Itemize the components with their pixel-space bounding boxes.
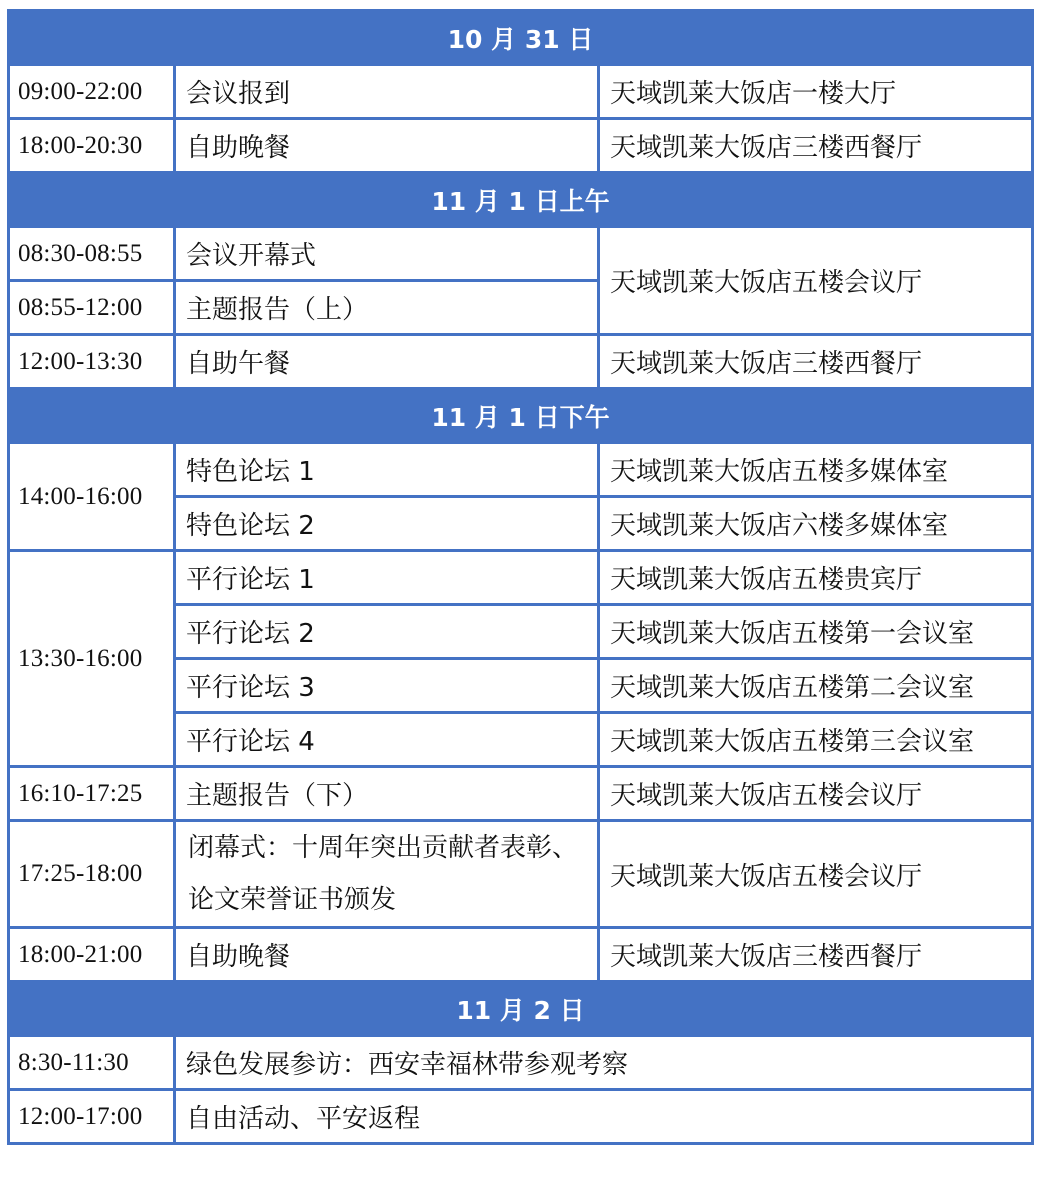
event-cell: 平行论坛 4 [175, 713, 599, 767]
event-cell: 闭幕式：十周年突出贡献者表彰、论文荣誉证书颁发 [175, 821, 599, 928]
location-cell: 天域凯莱大饭店五楼第二会议室 [599, 659, 1033, 713]
event-cell: 主题报告（上） [175, 281, 599, 335]
location-cell: 天域凯莱大饭店五楼会议厅 [599, 227, 1033, 335]
time-cell: 08:55-12:00 [9, 281, 175, 335]
day-header: 10 月 31 日 [9, 11, 1033, 65]
table-row [9, 335, 1033, 389]
table-row [9, 551, 1033, 605]
table-row [9, 1090, 1033, 1144]
time-cell: 12:00-17:00 [9, 1090, 175, 1144]
time-cell: 09:00-22:00 [9, 65, 175, 119]
event-cell: 特色论坛 2 [175, 497, 599, 551]
location-cell: 天域凯莱大饭店五楼贵宾厅 [599, 551, 1033, 605]
time-cell: 18:00-20:30 [9, 119, 175, 173]
location-cell: 天域凯莱大饭店三楼西餐厅 [599, 119, 1033, 173]
schedule-table [7, 9, 1034, 1145]
event-cell: 主题报告（下） [175, 767, 599, 821]
table-row [9, 119, 1033, 173]
day-header-row [9, 389, 1033, 443]
location-cell: 天域凯莱大饭店五楼会议厅 [599, 767, 1033, 821]
event-cell: 自助晚餐 [175, 928, 599, 982]
day-header-row [9, 173, 1033, 227]
location-cell: 天域凯莱大饭店六楼多媒体室 [599, 497, 1033, 551]
time-cell: 12:00-13:30 [9, 335, 175, 389]
event-cell: 会议报到 [175, 65, 599, 119]
event-cell: 会议开幕式 [175, 227, 599, 281]
location-cell: 天域凯莱大饭店五楼会议厅 [599, 821, 1033, 928]
event-cell: 自由活动、平安返程 [175, 1090, 1033, 1144]
event-cell: 平行论坛 1 [175, 551, 599, 605]
day-header: 11 月 2 日 [9, 982, 1033, 1036]
time-cell: 08:30-08:55 [9, 227, 175, 281]
event-cell: 自助午餐 [175, 335, 599, 389]
day-header: 11 月 1 日下午 [9, 389, 1033, 443]
location-cell: 天域凯莱大饭店五楼第三会议室 [599, 713, 1033, 767]
location-cell: 天域凯莱大饭店三楼西餐厅 [599, 928, 1033, 982]
location-cell: 天域凯莱大饭店五楼第一会议室 [599, 605, 1033, 659]
event-cell: 平行论坛 2 [175, 605, 599, 659]
day-header-row [9, 11, 1033, 65]
time-cell: 8:30-11:30 [9, 1036, 175, 1090]
table-row [9, 443, 1033, 497]
location-cell: 天域凯莱大饭店三楼西餐厅 [599, 335, 1033, 389]
table-row [9, 928, 1033, 982]
day-header: 11 月 1 日上午 [9, 173, 1033, 227]
event-cell: 绿色发展参访：西安幸福林带参观考察 [175, 1036, 1033, 1090]
event-cell: 平行论坛 3 [175, 659, 599, 713]
location-cell: 天域凯莱大饭店一楼大厅 [599, 65, 1033, 119]
table-row [9, 227, 1033, 281]
time-cell: 17:25-18:00 [9, 821, 175, 928]
table-row [9, 1036, 1033, 1090]
table-row [9, 65, 1033, 119]
time-cell: 18:00-21:00 [9, 928, 175, 982]
table-row [9, 821, 1033, 928]
table-row [9, 767, 1033, 821]
time-cell: 16:10-17:25 [9, 767, 175, 821]
time-cell: 13:30-16:00 [9, 551, 175, 767]
day-header-row [9, 982, 1033, 1036]
time-cell: 14:00-16:00 [9, 443, 175, 551]
event-cell: 特色论坛 1 [175, 443, 599, 497]
event-cell: 自助晚餐 [175, 119, 599, 173]
location-cell: 天域凯莱大饭店五楼多媒体室 [599, 443, 1033, 497]
